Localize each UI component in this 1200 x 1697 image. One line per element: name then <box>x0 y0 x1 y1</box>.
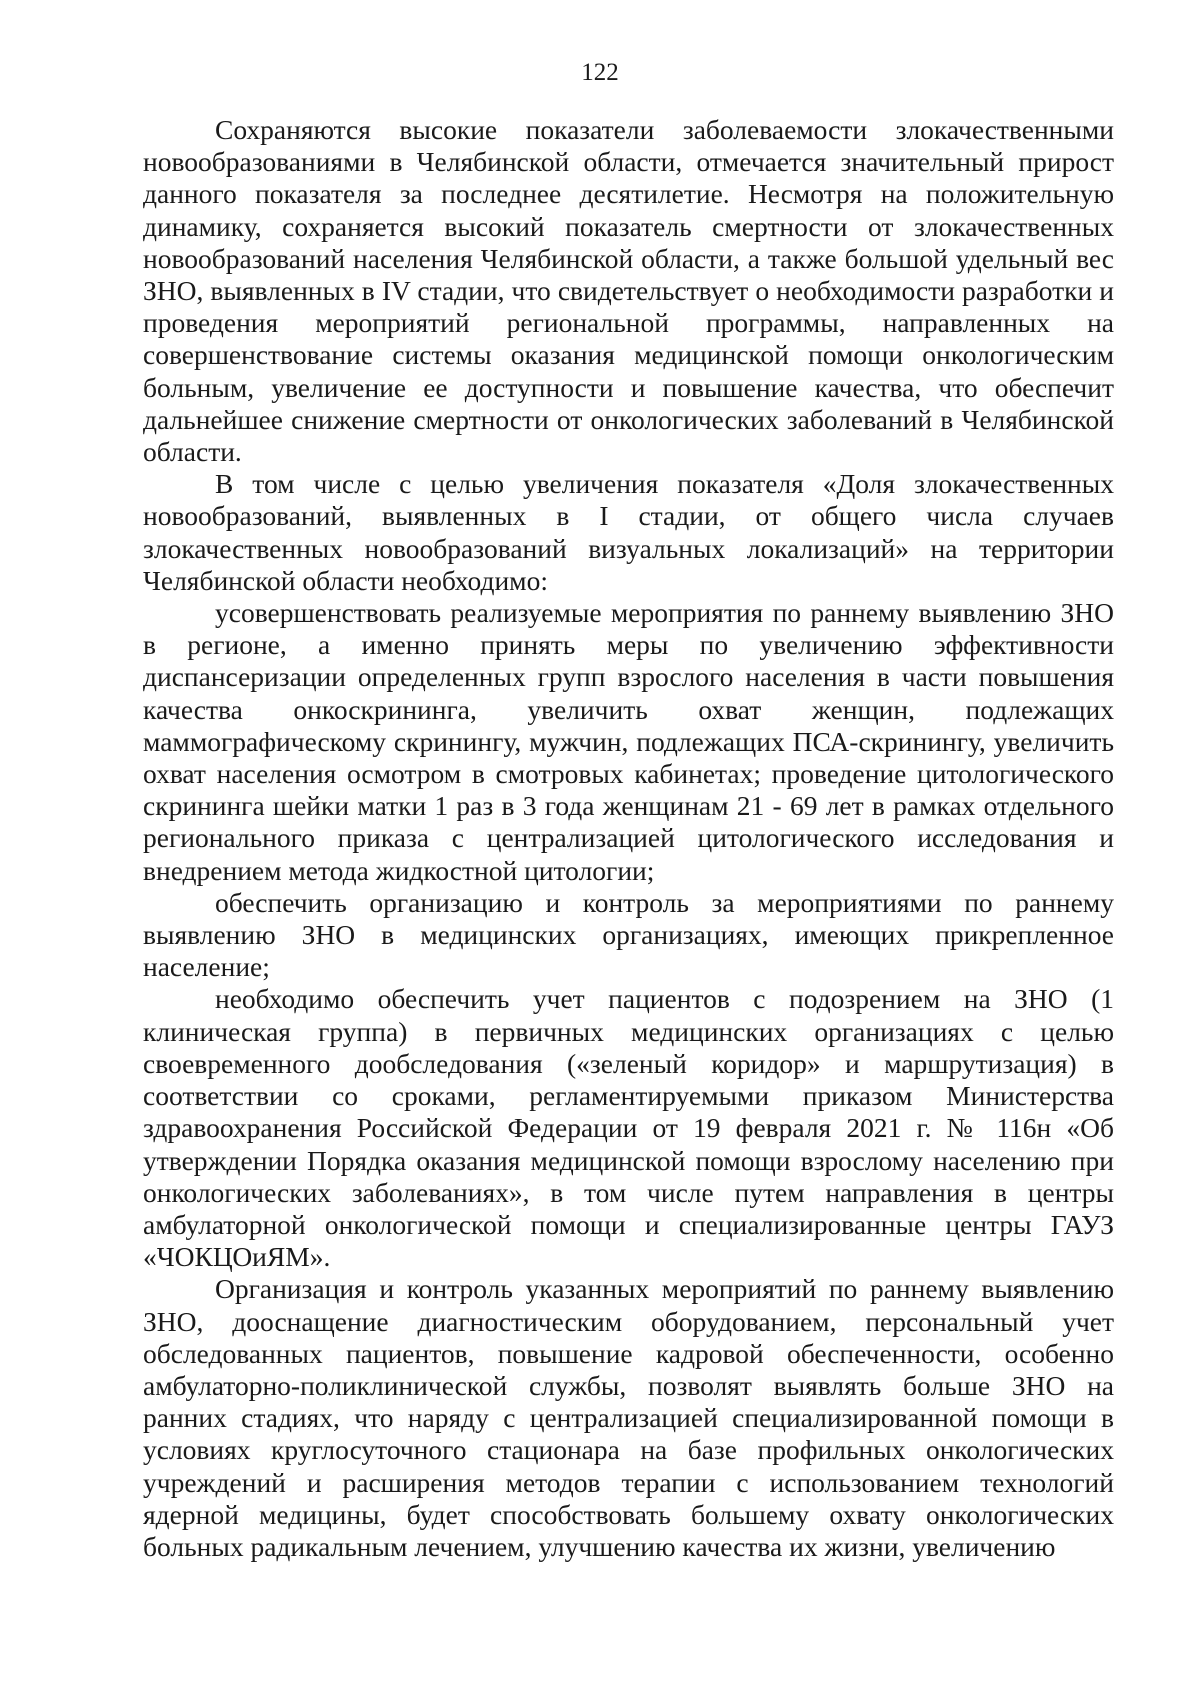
paragraph-outcomes: Организация и контроль указанных мероприятий по раннему выявлению ЗНО, дооснащение диагностическим оборудованием, персональный учет обследованных пациентов, повышение кадровой обеспеченности, особенно амбулаторно-поликлинической службы, позволят выявлять больше ЗНО на ранних стадиях, что наряду с централизацией специализированной помощи в условиях круглосуточного стационара на базе профильных онкологических учреждений и расширения методов терапии с использованием технологий ядерной медицины, будет способствовать большему охвату онкологических больных радикальным лечением, улучшению качества их жизни, увеличению <box>143 1273 1114 1562</box>
paragraph-patient-registry: необходимо обеспечить учет пациентов с подозрением на ЗНО (1 клиническая группа) в первичных медицинских организациях с целью своевременного дообследования («зеленый коридор» и маршрутизация) в соответствии со сроками, регламентируемыми приказом Министерства здравоохранения Российской Федерации от 19 февраля 2021 г. № 116н «Об утверждении Порядка оказания медицинской помощи взрослому населению при онкологических заболеваниях», в том числе путем направления в центры амбулаторной онкологической помощи и специализированные центры ГАУЗ «ЧОКЦОиЯМ». <box>143 983 1114 1273</box>
paragraph-organization-control: обеспечить организацию и контроль за мероприятиями по раннему выявлению ЗНО в медицинских организациях, имеющих прикрепленное население; <box>143 886 1114 983</box>
document-body <box>143 114 1114 1563</box>
paragraph-mortality-overview: Сохраняются высокие показатели заболеваемости злокачественными новообразованиями в Челябинской области, отмечается значительный прирост данного показателя за последнее десятилетие. Несмотря на положительную динамику, сохраняется высокий показатель смертности от злокачественных новообразований населения Челябинской области, а также большой удельный вес ЗНО, выявленных в IV стадии, что свидетельствует о необходимости разработки и проведения мероприятий региональной программы, направленных на совершенствование системы оказания медицинской помощи онкологическим больным, увеличение ее доступности и повышение качества, что обеспечит дальнейшее снижение смертности от онкологических заболеваний в Челябинской области. <box>143 114 1114 468</box>
paragraph-early-detection-goal: В том числе с целью увеличения показателя «Доля злокачественных новообразований, выявленных в I стадии, от общего числа случаев злокачественных новообразований визуальных локализаций» на территории Челябинской области необходимо: <box>143 468 1114 596</box>
paragraph-improve-screening: усовершенствовать реализуемые мероприятия по раннему выявлению ЗНО в регионе, а именно принять меры по увеличению эффективности диспансеризации определенных групп взрослого населения в части повышения качества онкоскрининга, увеличить охват женщин, подлежащих маммографическому скринингу, мужчин, подлежащих ПСА-скринингу, увеличить охват населения осмотром в смотровых кабинетах; проведение цитологического скрининга шейки матки 1 раз в 3 года женщинам 21 - 69 лет в рамках отдельного регионального приказа с централизацией цитологического исследования и внедрением метода жидкостной цитологии; <box>143 597 1114 886</box>
page-number: 122 <box>581 59 619 86</box>
